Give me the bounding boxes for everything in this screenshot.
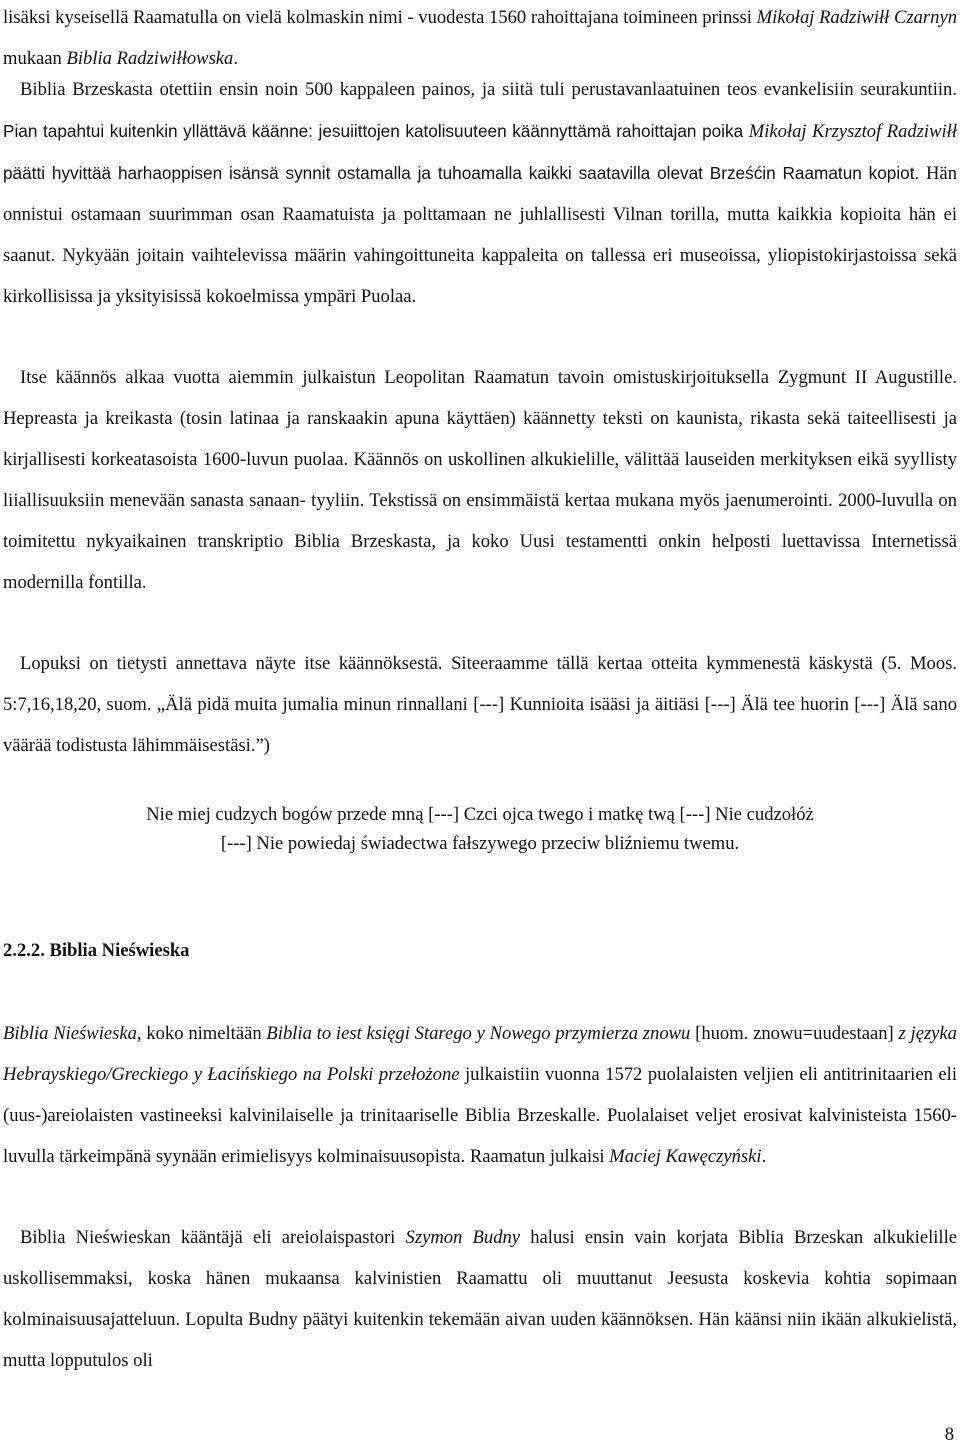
p5-text-2: [huom. znowu=uudestaan] (690, 1023, 899, 1044)
p3-text-1: Itse käännös alkaa vuotta aiemmin julkaistun Leopolitan Raamatun tavoin omistuskirjoituksella Zygmunt II Augustille. Hepreasta ja kreikasta (tosin latinaa ja ranskaakin apuna käyttäen) käännetty teksti on kaunista, rikasta sekä taiteellisesti ja kirjallisesti korkeatasoista 1600-luvun puolaa. Käännös on uskollinen alkukielille, välittää lauseiden merkityksen eikä syyllisty liiallisuuksiin menevään sanasta sanaan- tyyliin. Tekstissä on ensimmäistä kertaa mukana myös jaenumerointi. 2000-luvulla on toimitettu nykyaikainen transkriptio Biblia Brzeskasta, ja koko Uusi testamentti onkin helposti luettavissa Internetissä modernilla fontilla. (3, 367, 957, 593)
p1-name-2: Biblia Radziwiłłowska (66, 47, 234, 69)
p5-text-4: . (761, 1145, 767, 1167)
p2-text-1: Biblia Brzeskasta otettiin ensin noin 500 kappaleen painos, ja siitä tuli perustavanlaatuinen teos evankelisiin seurakuntiin. (20, 79, 957, 100)
p5-title-3: z języka Hebrayskiego/Greckiego y Łacińskiego na Polski przełożone (3, 1023, 957, 1085)
p1-text-2: mukaan (3, 47, 67, 69)
paragraph-2 (3, 70, 957, 317)
p6-text-1: Biblia Nieświeskan kääntäjä eli areiolaispastori (20, 1227, 406, 1248)
p2-text-2: Pian tapahtui kuitenkin yllättävä käänne: jesuiittojen katolisuuteen käännyttämä rahoittajan poika (3, 120, 749, 141)
p5-text-3: julkaistiin vuonna 1572 puolalaisten veljien eli antitrinitaarien eli (uus-)areiolaisten vastineeksi kalvinilaiselle ja trinitaariselle Biblia Brzeskalle. Puolalaiset veljet erosivat kalvinisteista 1560-luvulla tärkeimpänä syynään erimielisyys kolminaisuusopista. Raamatun julkaisi (3, 1063, 957, 1167)
p5-text-1: , koko nimeltään (136, 1023, 267, 1044)
p1-text-3: . (233, 47, 239, 69)
page-number: 8 (944, 1424, 954, 1445)
quote-line-1: Nie miej cudzych bogów przede mną [---] Czci ojca twego i matkę twą [---] Nie cudzołóż (146, 804, 814, 825)
p5-name-1: Maciej Kawęczyński (609, 1145, 762, 1167)
p2-text-3: päätti hyvittää harhaoppisen isänsä synnit ostamalla ja tuhoamalla kaikki saatavilla olevat Brześćin Raamatun kopiot. (3, 162, 920, 183)
paragraph-1 (3, 0, 957, 80)
p1-text-1: lisäksi kyseisellä Raamatulla on vielä kolmaskin nimi - vuodesta 1560 rahoittajana toimineen prinssi (3, 7, 752, 28)
p2-text-4: Hän onnistui ostamaan suurimman osan Raamatuista ja polttamaan ne juhlallisesti Vilnan torilla, mutta kaikkia kopioita hän ei saanut. Nykyään joitain vaihtelevissa määrin vahingoittuneita kappaleita on tallessa eri museoissa, yliopistokirjastoissa sekä kirkollisissa ja yksityisissä kokoelmissa ympäri Puolaa. (3, 162, 957, 307)
paragraph-3 (3, 358, 957, 603)
p5-title-1: Biblia Nieświeska (3, 1023, 137, 1044)
paragraph-5 (3, 1014, 957, 1178)
paragraph-6 (3, 1218, 957, 1382)
p5-title-2: Biblia to iest księgi Starego y Nowego przymierza znowu (266, 1023, 691, 1044)
p6-text-2: halusi ensin vain korjata Biblia Brzeskan alkukielille uskollisemmaksi, koska hänen mukaansa kalvinistien Raamattu oli muuttanut Jeesusta koskevia kohtia sopimaan kolminaisuusajatteluun. Lopulta Budny päätyi kuitenkin tekemään aivan uuden käännöksen. Hän käänsi niin ikään alkukielistä, mutta lopputulos oli (3, 1227, 957, 1371)
p4-text-1: Lopuksi on tietysti annettava näyte itse käännöksestä. Siteeraamme tällä kertaa otteita kymmenestä käskystä (5. Moos. 5:7,16,18,20, suom. „Älä pidä muita jumalia minun rinnallani [---] Kunnioita isääsi ja äitiäsi [---] Älä tee huorin [---] Älä sano väärää todistusta lähimmäisestäsi.”) (3, 653, 957, 756)
paragraph-4 (3, 644, 957, 767)
quote-line-2: [---] Nie powiedaj świadectwa fałszywego przeciw bliźniemu twemu. (220, 833, 740, 854)
p1-name-1: Mikołaj Radziwiłł Czarnyn (756, 7, 958, 28)
block-quote (60, 800, 900, 858)
p2-name-1: Mikołaj Krzysztof Radziwiłł (748, 120, 957, 142)
section-heading: 2.2.2. Biblia Nieświeska (3, 940, 190, 961)
p6-name-1: Szymon Budny (405, 1227, 521, 1248)
